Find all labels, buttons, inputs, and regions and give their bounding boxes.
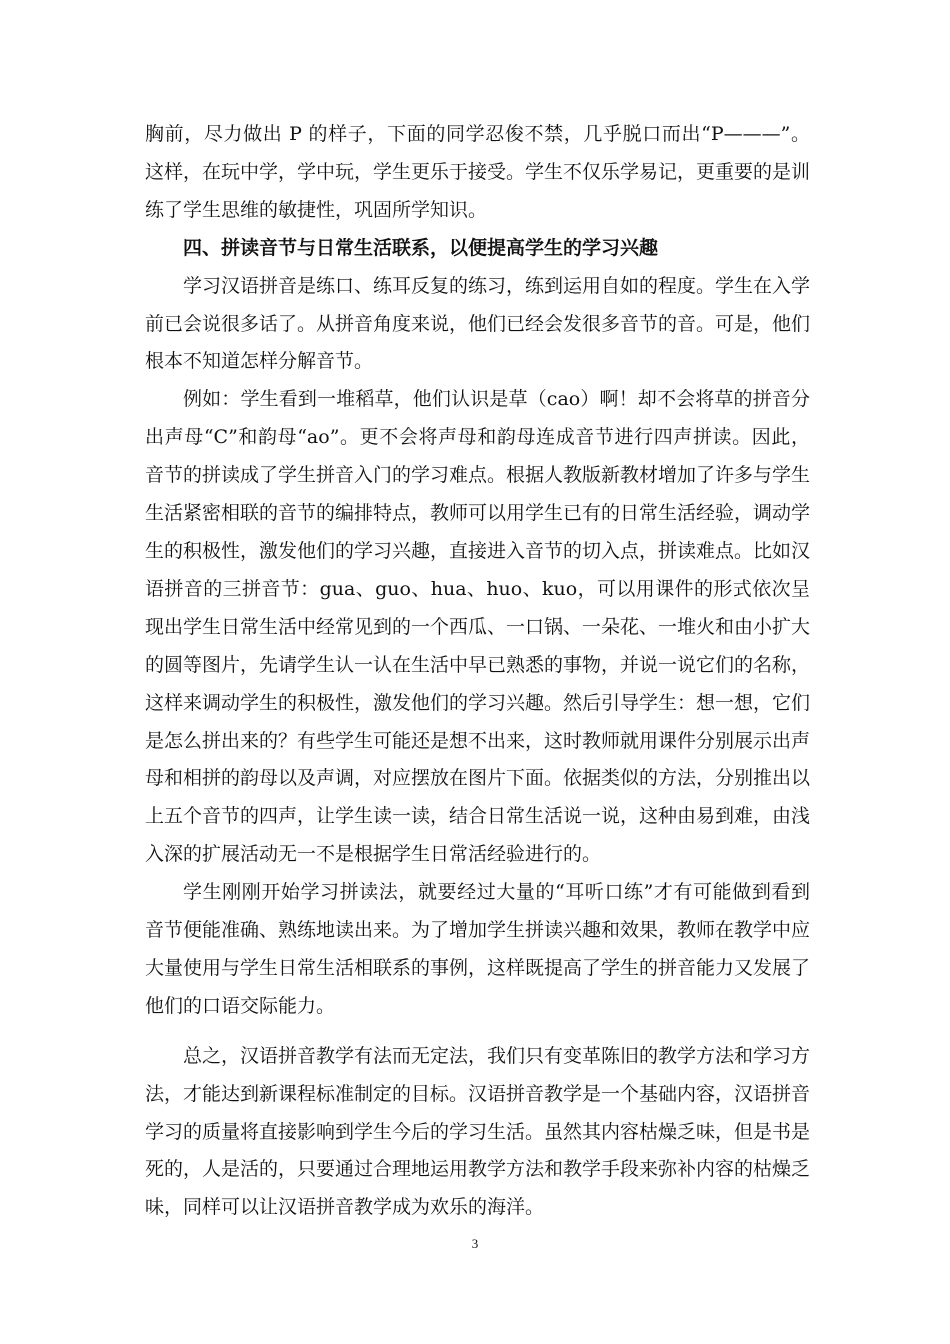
paragraph: 学习汉语拼音是练口、练耳反复的练习，练到运用自如的程度。学生在入学前已会说很多话了。从拼音角度来说，他们已经会发很多音节的音。可是，他们根本不知道怎样分解音节。: [145, 274, 811, 373]
paragraph: 例如：学生看到一堆稻草，他们认识是草（cao）啊！却不会将草的拼音分出声母“C”和韵母“ao”。更不会将声母和韵母连成音节进行四声拼读。因此，音节的拼读成了学生拼音入门的学习难点。根据人教版新教材增加了许多与学生生活紧密相联的音节的编排特点，教师可以用学生已有的日常生活经验，调动学生的积极性，激发他们的学习兴趣，直接进入音节的切入点，拼读难点。比如汉语拼音的三拼音节：gua、guo、hua、huo、kuo，可以用课件的形式依次呈现出学生日常生活中经常见到的一个西瓜、一口锅、一朵花、一堆火和由小扩大的圆等图片，先请学生认一认在生活中早已熟悉的事物，并说一说它们的名称，这样来调动学生的积极性，激发他们的学习兴趣。然后引导学生：想一想，它们是怎么拼出来的？有些学生可能还是想不出来，这时教师就用课件分别展示出声母和相拼的韵母以及声调，对应摆放在图片下面。依据类似的方法，分别推出以上五个音节的四声，让学生读一读，结合日常生活说一说，这种由易到难，由浅入深的扩展活动无一不是根据学生日常活经验进行的。: [145, 388, 811, 866]
paragraph-conclusion: 总之，汉语拼音教学有法而无定法，我们只有变革陈旧的教学方法和学习方法，才能达到新课程标准制定的目标。汉语拼音教学是一个基础内容，汉语拼音学习的质量将直接影响到学生今后的学习生活。虽然其内容枯燥乏味，但是书是死的，人是活的，只要通过合理地运用教学方法和教学手段来弥补内容的枯燥乏味，同样可以让汉语拼音教学成为欢乐的海洋。: [145, 1044, 811, 1219]
paragraph: 学生刚刚开始学习拼读法，就要经过大量的“耳听口练”才有可能做到看到音节便能准确、熟练地读出来。为了增加学生拼读兴趣和效果，教师在教学中应大量使用与学生日常生活相联系的事例，这样既提高了学生的拼音能力又发展了他们的口语交际能力。: [145, 881, 811, 1017]
section-heading: 四、拼读音节与日常生活联系，以便提高学生的学习兴趣: [183, 236, 659, 259]
page-number: 3: [471, 1236, 479, 1251]
paragraph-continuation: 胸前，尽力做出 P 的样子，下面的同学忍俊不禁，几乎脱口而出“P———”。这样，在玩中学，学中玩，学生更乐于接受。学生不仅乐学易记，更重要的是训练了学生思维的敏捷性，巩固所学知识。: [145, 123, 811, 221]
document-body: [145, 116, 810, 1227]
